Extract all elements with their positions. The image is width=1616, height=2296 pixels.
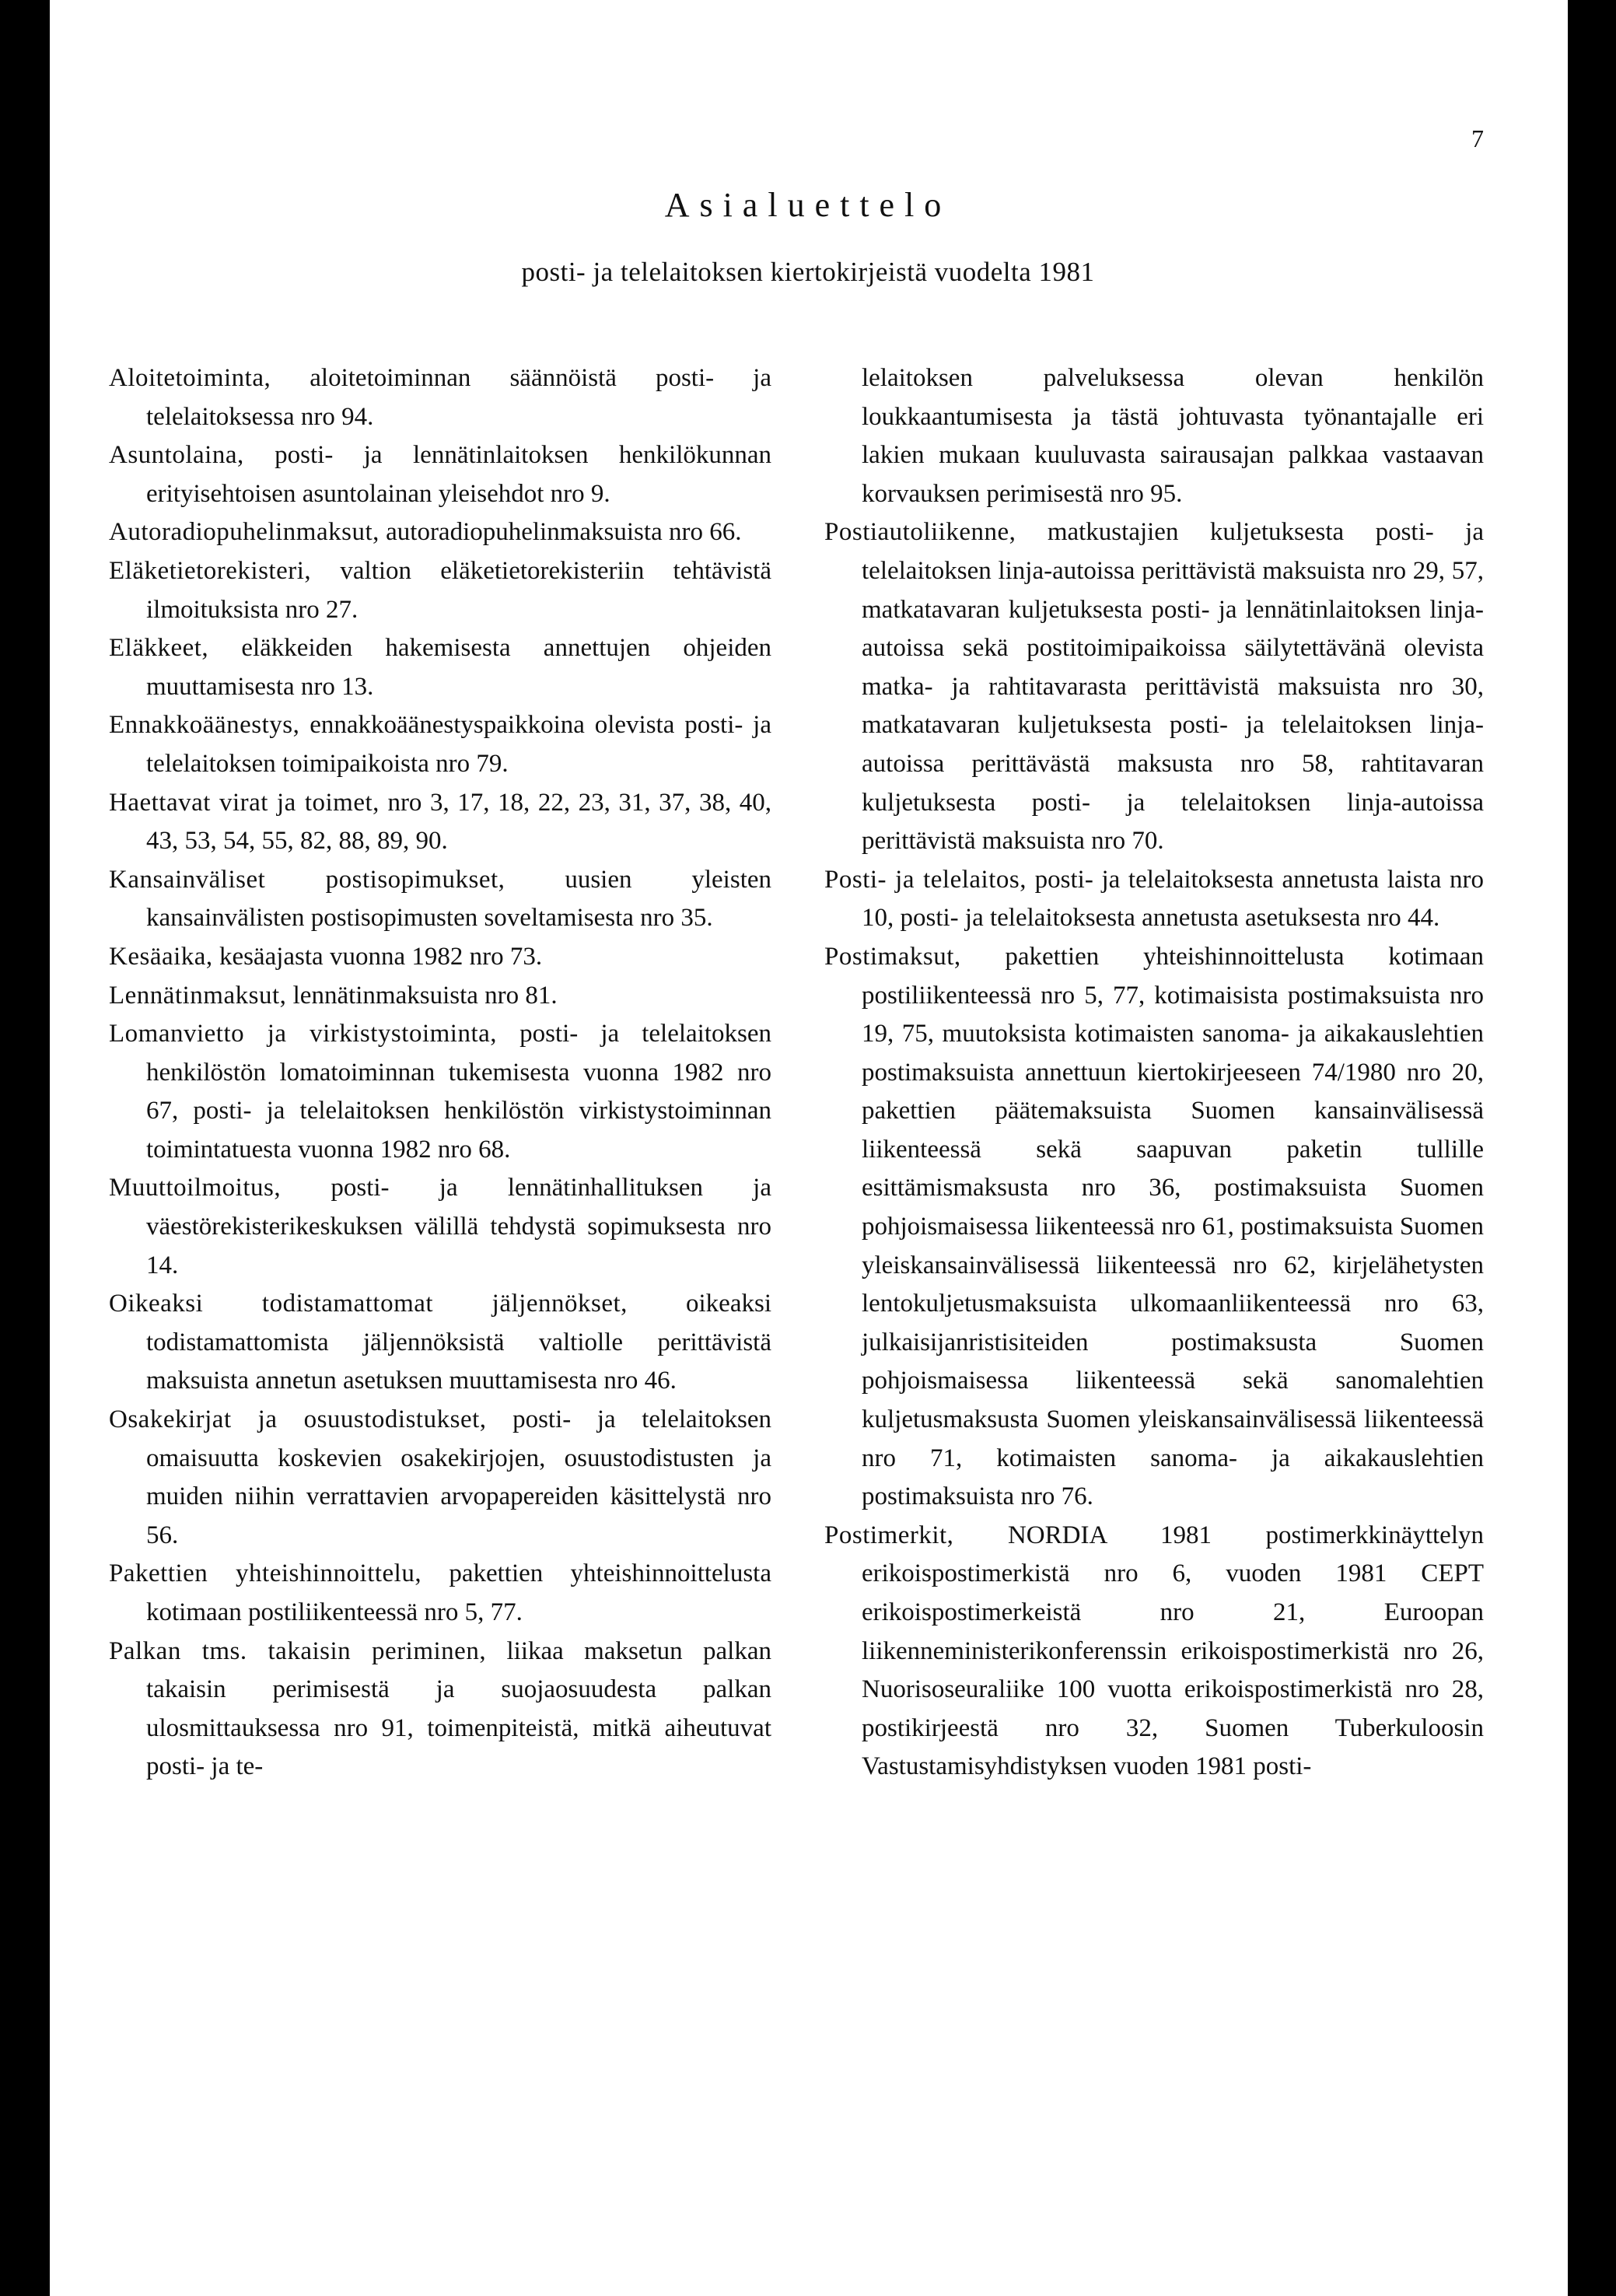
index-entry: [109, 1401, 771, 1555]
entry-keyword: Eläkkeet,: [109, 634, 209, 663]
entry-keyword: Kansainväliset postisopimukset,: [109, 865, 505, 894]
entry-keyword: Autoradiopuhelinmaksut,: [109, 518, 380, 547]
scan-border-right: [1568, 0, 1616, 2296]
entry-keyword: Postimerkit,: [824, 1521, 954, 1549]
entry-text: nro 3, 17, 18, 22, 23, 31, 37, 38, 40, 43, 53, 54, 55, 82, 88, 89, 90.: [146, 788, 771, 856]
index-entry: [109, 1555, 771, 1632]
index-entry: [824, 513, 1484, 860]
entry-keyword: Ennakkoäänestys,: [109, 711, 300, 740]
entry-keyword: Eläketietorekisteri,: [109, 556, 312, 585]
entry-text: eläkkeiden hakemisesta annettujen ohjeiden muuttamisesta nro 13.: [146, 634, 772, 701]
index-entry: [109, 977, 771, 1016]
entry-text: uusien yleisten kansainvälisten postisopimusten soveltamisesta nro 35.: [146, 865, 772, 933]
index-entry: [824, 938, 1484, 1517]
right-column: [824, 359, 1484, 1787]
entry-text: liikaa maksetun palkan takaisin perimisestä ja suojaosuudesta palkan ulosmittauksessa nro 91, toimenpiteistä, mitkä aiheutuvat posti- ja te-: [146, 1636, 771, 1781]
entry-text: posti- ja lennätinlaitoksen henkilökunnan erityisehtoisen asuntolainan yleisehdot nro 9.: [146, 441, 772, 508]
entry-keyword: Pakettien yhteishinnoittelu,: [109, 1559, 422, 1588]
entry-keyword: Palkan tms. takaisin periminen,: [109, 1636, 487, 1665]
index-entry: [109, 629, 771, 706]
entry-keyword: Muuttoilmoitus,: [109, 1174, 282, 1202]
entry-keyword: Asuntolaina,: [109, 441, 244, 470]
entry-keyword: Aloitetoiminta,: [109, 364, 271, 392]
entry-text: valtion eläketietorekisteriin tehtävistä ilmoituksista nro 27.: [146, 556, 771, 624]
index-entry: [109, 359, 771, 436]
entry-text: NORDIA 1981 postimerkkinäyttelyn erikoispostimerkistä nro 6, vuoden 1981 CEPT erikoispostimerkeistä nro 21, Euroopan liikenneministerikonferenssin erikoispostimerkistä nro 26, Nuorisoseuraliike 100 vuotta erikoispostimerkistä nro 28, postikirjeestä nro 32, Suomen Tuberkuloosin Vastustamisyhdistyksen vuoden 1981 posti-: [862, 1521, 1484, 1781]
left-column: [109, 359, 771, 1787]
page-number: 7: [1471, 124, 1484, 152]
entry-keyword: Posti- ja telelaitos,: [824, 865, 1027, 894]
index-entry: [824, 861, 1484, 938]
entry-text: ennakkoäänestyspaikkoina olevista posti- ja telelaitoksen toimipaikoista nro 79.: [146, 711, 771, 778]
page-subtitle: posti- ja telelaitoksen kiertokirjeistä vuodelta 1981: [521, 257, 1095, 287]
index-entry: [109, 513, 771, 552]
entry-text: matkustajien kuljetuksesta posti- ja telelaitoksen linja-autoissa perittävistä maksuista nro 29, 57, matkatavaran kuljetuksesta posti- ja lennätinlaitoksen linja-autoissa sekä postitoimipaikoissa säilytettävänä olevista matka- ja rahtitavarasta perittävistä maksuista nro 30, matkatavaran kuljetuksesta posti- ja telelaitoksen linja-autoissa perittävästä maksusta nro 58, rahtitavaran kuljetuksesta posti- ja telelaitoksen linja-autoissa perittävistä maksuista nro 70.: [862, 518, 1484, 856]
entry-text: posti- ja telelaitoksesta annetusta laista nro 10, posti- ja telelaitoksesta annetusta asetuksesta nro 44.: [862, 865, 1484, 933]
page-title: Asialuettelo: [664, 186, 952, 224]
entry-keyword: Lennätinmaksut,: [109, 981, 287, 1010]
index-entry: [109, 1015, 771, 1169]
entry-text: aloitetoiminnan säännöistä posti- ja telelaitoksessa nro 94.: [146, 364, 771, 431]
index-entry: [109, 706, 771, 783]
index-entry: [109, 1169, 771, 1285]
entry-text: posti- ja telelaitoksen omaisuutta koskevien osakekirjojen, osuustodistusten ja muiden niihin verrattavien arvopapereiden käsittelystä nro 56.: [146, 1405, 771, 1549]
entry-text: autoradiopuhelinmaksuista nro 66.: [386, 518, 742, 547]
index-entry: [109, 1633, 771, 1787]
entry-keyword: Lomanvietto ja virkistystoiminta,: [109, 1020, 498, 1048]
index-entry: [109, 552, 771, 629]
index-entry: [824, 1517, 1484, 1787]
scan-border-left: [0, 0, 50, 2296]
entry-keyword: Postiautoliikenne,: [824, 518, 1016, 547]
index-entry: [109, 436, 771, 513]
entry-text: pakettien yhteishinnoittelusta kotimaan postiliikenteessä nro 5, 77.: [146, 1559, 771, 1626]
entry-text: lennätinmaksuista nro 81.: [292, 981, 558, 1010]
entry-text: kesäajasta vuonna 1982 nro 73.: [219, 942, 543, 971]
entry-continuation: lelaitoksen palveluksessa olevan henkilön loukkaantumisesta ja tästä johtuvasta työnantajalle eri lakien mukaan kuuluvasta sairausajan palkkaa vastaavan korvauksen perimisestä nro 95.: [862, 364, 1484, 508]
entry-keyword: Postimaksut,: [824, 942, 961, 971]
index-entry: [109, 1285, 771, 1401]
index-entry: [109, 861, 771, 938]
entry-keyword: Osakekirjat ja osuustodistukset,: [109, 1405, 487, 1434]
index-entry: [109, 784, 771, 861]
entry-keyword: Oikeaksi todistamattomat jäljennökset,: [109, 1290, 628, 1318]
entry-keyword: Haettavat virat ja toimet,: [109, 788, 380, 817]
entry-keyword: Kesäaika,: [109, 942, 213, 971]
entry-text: posti- ja lennätinhallituksen ja väestörekisterikeskuksen välillä tehdystä sopimuksesta nro 14.: [146, 1174, 771, 1279]
entry-text: oikeaksi todistamattomista jäljennöksistä valtiolle perittävistä maksuista annetun asetuksen muuttamisesta nro 46.: [146, 1290, 771, 1395]
entry-text: posti- ja telelaitoksen henkilöstön lomatoiminnan tukemisesta vuonna 1982 nro 67, posti- ja telelaitoksen henkilöstön virkistystoiminnan toimintatuesta vuonna 1982 nro 68.: [146, 1020, 772, 1164]
entry-text: pakettien yhteishinnoittelusta kotimaan postiliikenteessä nro 5, 77, kotimaisista postimaksuista nro 19, 75, muutoksista kotimaisten sanoma- ja aikakauslehtien postimaksuista annettuun kiertokirjeeseen 74/1980 nro 20, pakettien päätemaksuista Suomen kansainvälisessä liikenteessä sekä saapuvan paketin tullille esittämismaksusta nro 36, postimaksuista Suomen pohjoismaisessa liikenteessä nro 61, postimaksuista Suomen yleiskansainvälisessä liikenteessä nro 62, kirjelähetysten lentokuljetusmaksuista ulkomaanliikenteessä nro 63, julkaisijanristisiteiden postimaksusta Suomen pohjoismaisessa liikenteessä sekä sanomalehtien kuljetusmaksusta Suomen yleiskansainvälisessä liikenteessä nro 71, kotimaisten sanoma- ja aikakauslehtien postimaksuista nro 76.: [862, 942, 1485, 1511]
index-entry: [109, 938, 771, 977]
